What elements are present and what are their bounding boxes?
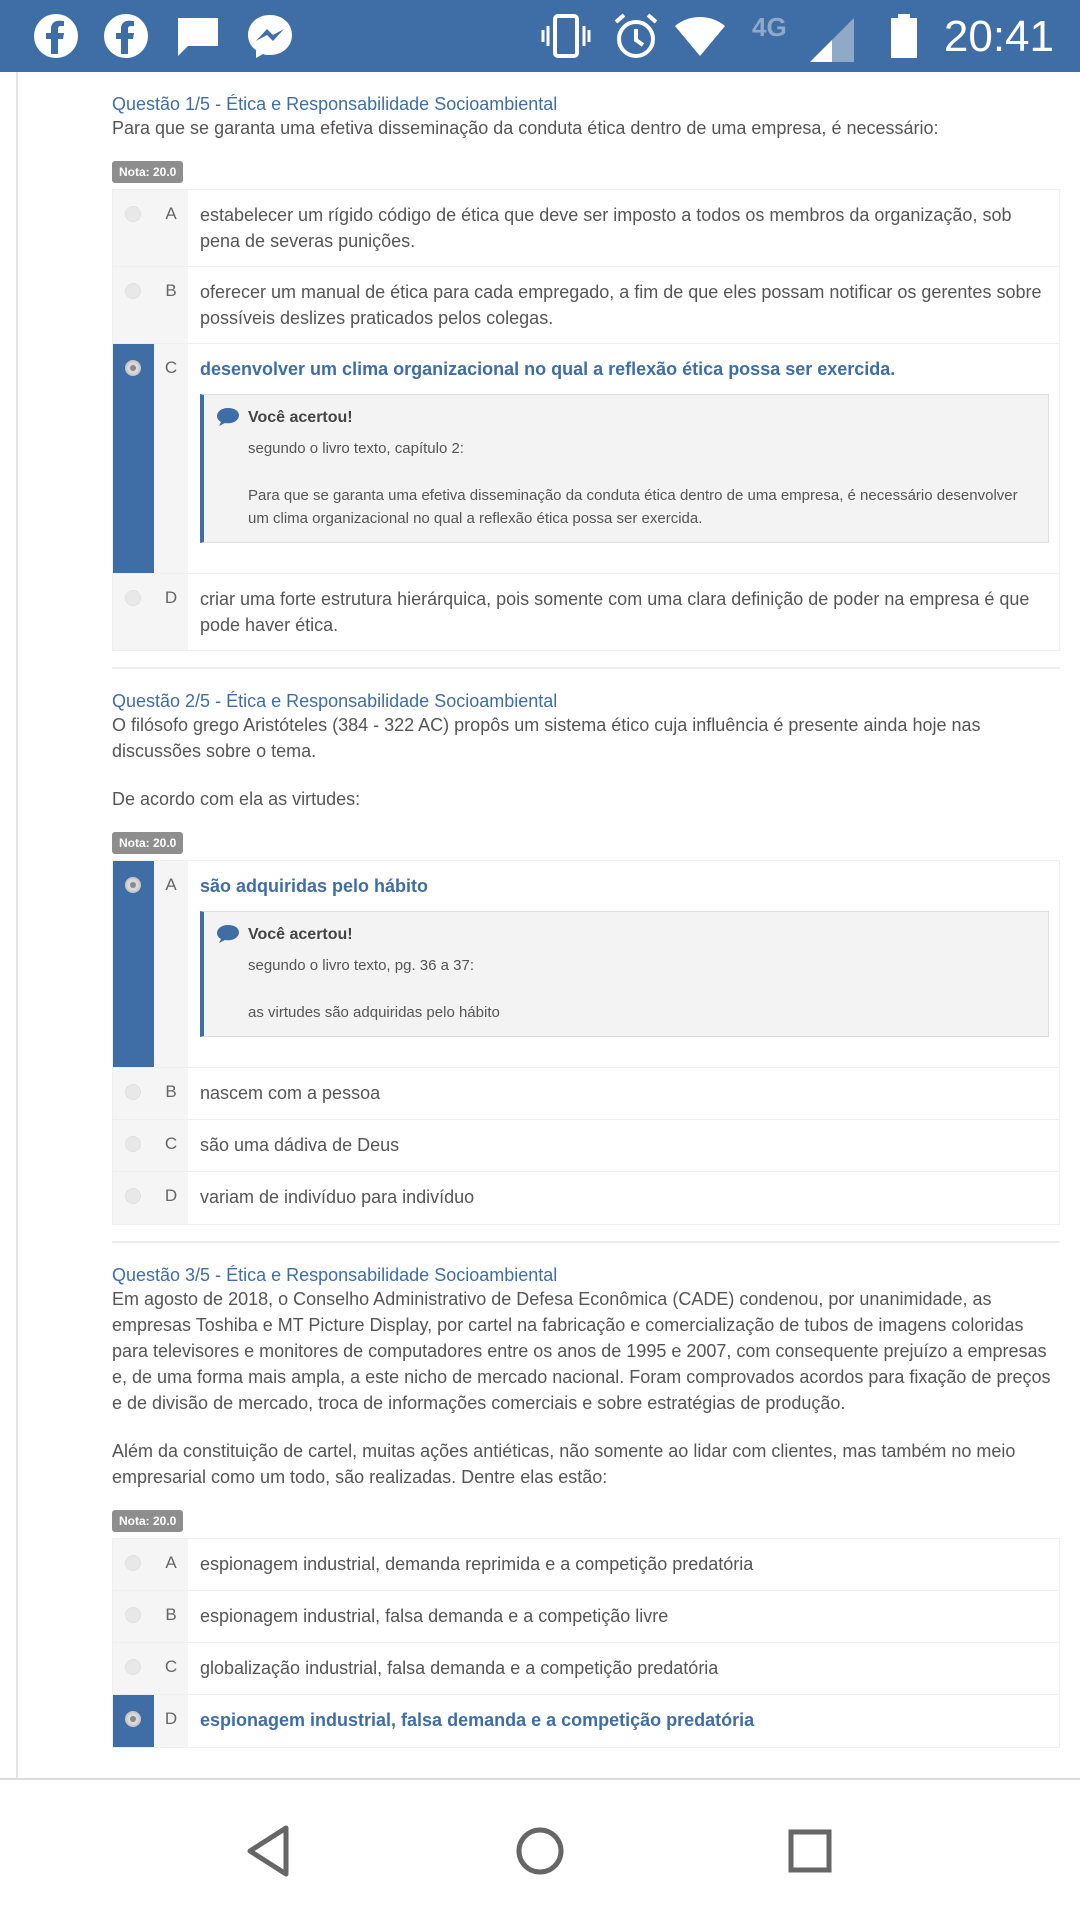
option-letter: D [154,574,188,650]
radio-button[interactable] [125,877,141,893]
quiz-page [16,72,1080,1778]
option-radio-cell [113,1120,154,1171]
option-letter: C [154,344,188,573]
option-body [188,1539,1059,1590]
messenger-icon[interactable] [244,10,296,62]
option-text: desenvolver um clima organizacional no qual a reflexão ética possa ser exercida. [200,359,896,379]
option-letter: C [154,1120,188,1171]
answer-option-d[interactable] [113,1172,1059,1224]
option-body [188,344,1059,573]
radio-button[interactable] [125,1188,141,1204]
option-text: espionagem industrial, demanda reprimida e a competição predatória [200,1554,754,1574]
option-letter: B [154,1068,188,1119]
answer-feedback [200,394,1049,543]
option-text: variam de indivíduo para indivíduo [200,1187,475,1207]
option-letter: A [154,1539,188,1590]
answer-options [112,860,1060,1225]
radio-button[interactable] [125,1555,141,1571]
navigation-bar [0,1778,1080,1920]
grade-badge: Nota: 20.0 [112,1510,183,1532]
radio-button[interactable] [125,283,141,299]
grade-badge: Nota: 20.0 [112,161,183,183]
option-radio-cell [113,1172,154,1224]
option-letter: B [154,267,188,343]
question-block [112,1265,1060,1748]
answer-options [112,1538,1060,1748]
option-text: são adquiridas pelo hábito [200,876,429,896]
option-body [188,1172,1059,1224]
radio-button[interactable] [125,360,141,376]
option-radio-cell [113,861,154,1067]
answer-option-c[interactable] [113,1120,1059,1172]
radio-button[interactable] [125,590,141,606]
option-radio-cell [113,1695,154,1747]
feedback-text: segundo o livro texto, pg. 36 a 37: [248,957,474,974]
option-text: oferecer um manual de ética para cada empregado, a fim de que eles possam notificar os gerentes sobre possíveis deslizes praticados pelos colegas. [200,282,1042,328]
facebook-icon[interactable] [100,10,152,62]
feedback-text: segundo o livro texto, capítulo 2: [248,440,464,457]
answer-options [112,189,1060,651]
battery-icon [878,10,930,62]
radio-button[interactable] [125,1136,141,1152]
answer-option-a[interactable] [113,861,1059,1068]
feedback-text: Para que se garanta uma efetiva disseminação da conduta ética dentro de uma empresa, é necessário desenvolver um clima organizacional no qual a reflexão ética possa ser exercida. [248,487,1018,527]
question-text: Além da constituição de cartel, muitas ações antiéticas, não somente ao lidar com clientes, mas também no meio empresarial como um todo, são realizadas. Dentre elas estão: [112,1441,1016,1487]
option-radio-cell [113,1643,154,1694]
option-letter: D [154,1172,188,1224]
question-title: Questão 1/5 - Ética e Responsabilidade Socioambiental [112,94,558,114]
option-body [188,1120,1059,1171]
status-bar [0,0,1080,72]
option-text: criar uma forte estrutura hierárquica, pois somente com uma clara definição de poder na empresa é que pode haver ética. [200,589,1030,635]
clock-time: 20:41 [943,12,1054,61]
vibrate-icon [540,10,592,62]
alarm-icon [610,10,662,62]
option-text: globalização industrial, falsa demanda e a competição predatória [200,1658,719,1678]
wifi-icon [674,10,726,62]
option-text: estabelecer um rígido código de ética que deve ser imposto a todos os membros da organização, sob pena de severas punições. [200,205,1012,251]
answer-option-c[interactable] [113,1643,1059,1695]
option-radio-cell [113,190,154,266]
option-text: espionagem industrial, falsa demanda e a competição livre [200,1606,669,1626]
question-text: Para que se garanta uma efetiva disseminação da conduta ética dentro de uma empresa, é necessário: [112,118,939,138]
option-text: são uma dádiva de Deus [200,1135,400,1155]
option-body [188,1591,1059,1642]
feedback-text: as virtudes são adquiridas pelo hábito [248,1004,500,1021]
answer-option-a[interactable] [113,1539,1059,1591]
option-body [188,267,1059,343]
message-icon[interactable] [172,10,224,62]
radio-button[interactable] [125,1711,141,1727]
feedback-title: Você acertou! [248,926,353,943]
network-type-label: 4G [752,12,787,42]
option-text: nascem com a pessoa [200,1083,381,1103]
feedback-title: Você acertou! [248,409,353,426]
option-radio-cell [113,344,154,573]
option-radio-cell [113,1591,154,1642]
option-body [188,1068,1059,1119]
comment-icon [216,407,240,427]
option-radio-cell [113,1539,154,1590]
option-radio-cell [113,267,154,343]
home-icon[interactable] [505,1816,575,1886]
option-body [188,861,1059,1067]
answer-option-b[interactable] [113,1068,1059,1120]
radio-button[interactable] [125,1607,141,1623]
facebook-icon[interactable] [30,10,82,62]
answer-feedback [200,911,1049,1037]
radio-button[interactable] [125,206,141,222]
question-title: Questão 2/5 - Ética e Responsabilidade Socioambiental [112,691,558,711]
answer-option-b[interactable] [113,267,1059,344]
answer-option-d[interactable] [113,1695,1059,1747]
question-divider [112,1241,1060,1243]
question-block [112,691,1060,1243]
question-divider [112,667,1060,669]
answer-option-a[interactable] [113,190,1059,267]
option-letter: A [154,190,188,266]
signal-icon [806,14,858,66]
recents-icon[interactable] [775,1816,845,1886]
option-letter: A [154,861,188,1067]
question-text: O filósofo grego Aristóteles (384 - 322 AC) propôs um sistema ético cuja influência é presente ainda hoje nas discussões sobre o tema. [112,715,981,761]
answer-option-d[interactable] [113,574,1059,650]
option-body [188,1695,1059,1747]
option-radio-cell [113,1068,154,1119]
comment-icon [216,924,240,944]
option-body [188,190,1059,266]
option-body [188,574,1059,650]
back-icon[interactable] [236,1816,306,1886]
option-body [188,1643,1059,1694]
question-text: Em agosto de 2018, o Conselho Administrativo de Defesa Econômica (CADE) condenou, por unanimidade, as empresas Toshiba e MT Picture Display, por cartel na fabricação e comercialização de tubos de imagens coloridas para televisores e monitores de computadores entre os anos de 1995 e 2007, com consequente prejuízo a empresas e, de uma forma mais ampla, a este nicho de mercado nacional. Foram comprovados acordos para fixação de preços e de divisão de mercado, troca de informações comerciais e sobre estratégias de produção. [112,1289,1051,1413]
option-letter: C [154,1643,188,1694]
option-text: espionagem industrial, falsa demanda e a competição predatória [200,1710,755,1730]
question-block [112,94,1060,669]
question-title: Questão 3/5 - Ética e Responsabilidade Socioambiental [112,1265,558,1285]
quiz-content [112,72,1060,1748]
radio-button[interactable] [125,1084,141,1100]
grade-badge: Nota: 20.0 [112,832,183,854]
radio-button[interactable] [125,1659,141,1675]
option-radio-cell [113,574,154,650]
answer-option-c[interactable] [113,344,1059,574]
question-text: De acordo com ela as virtudes: [112,789,361,809]
option-letter: B [154,1591,188,1642]
option-letter: D [154,1695,188,1747]
answer-option-b[interactable] [113,1591,1059,1643]
